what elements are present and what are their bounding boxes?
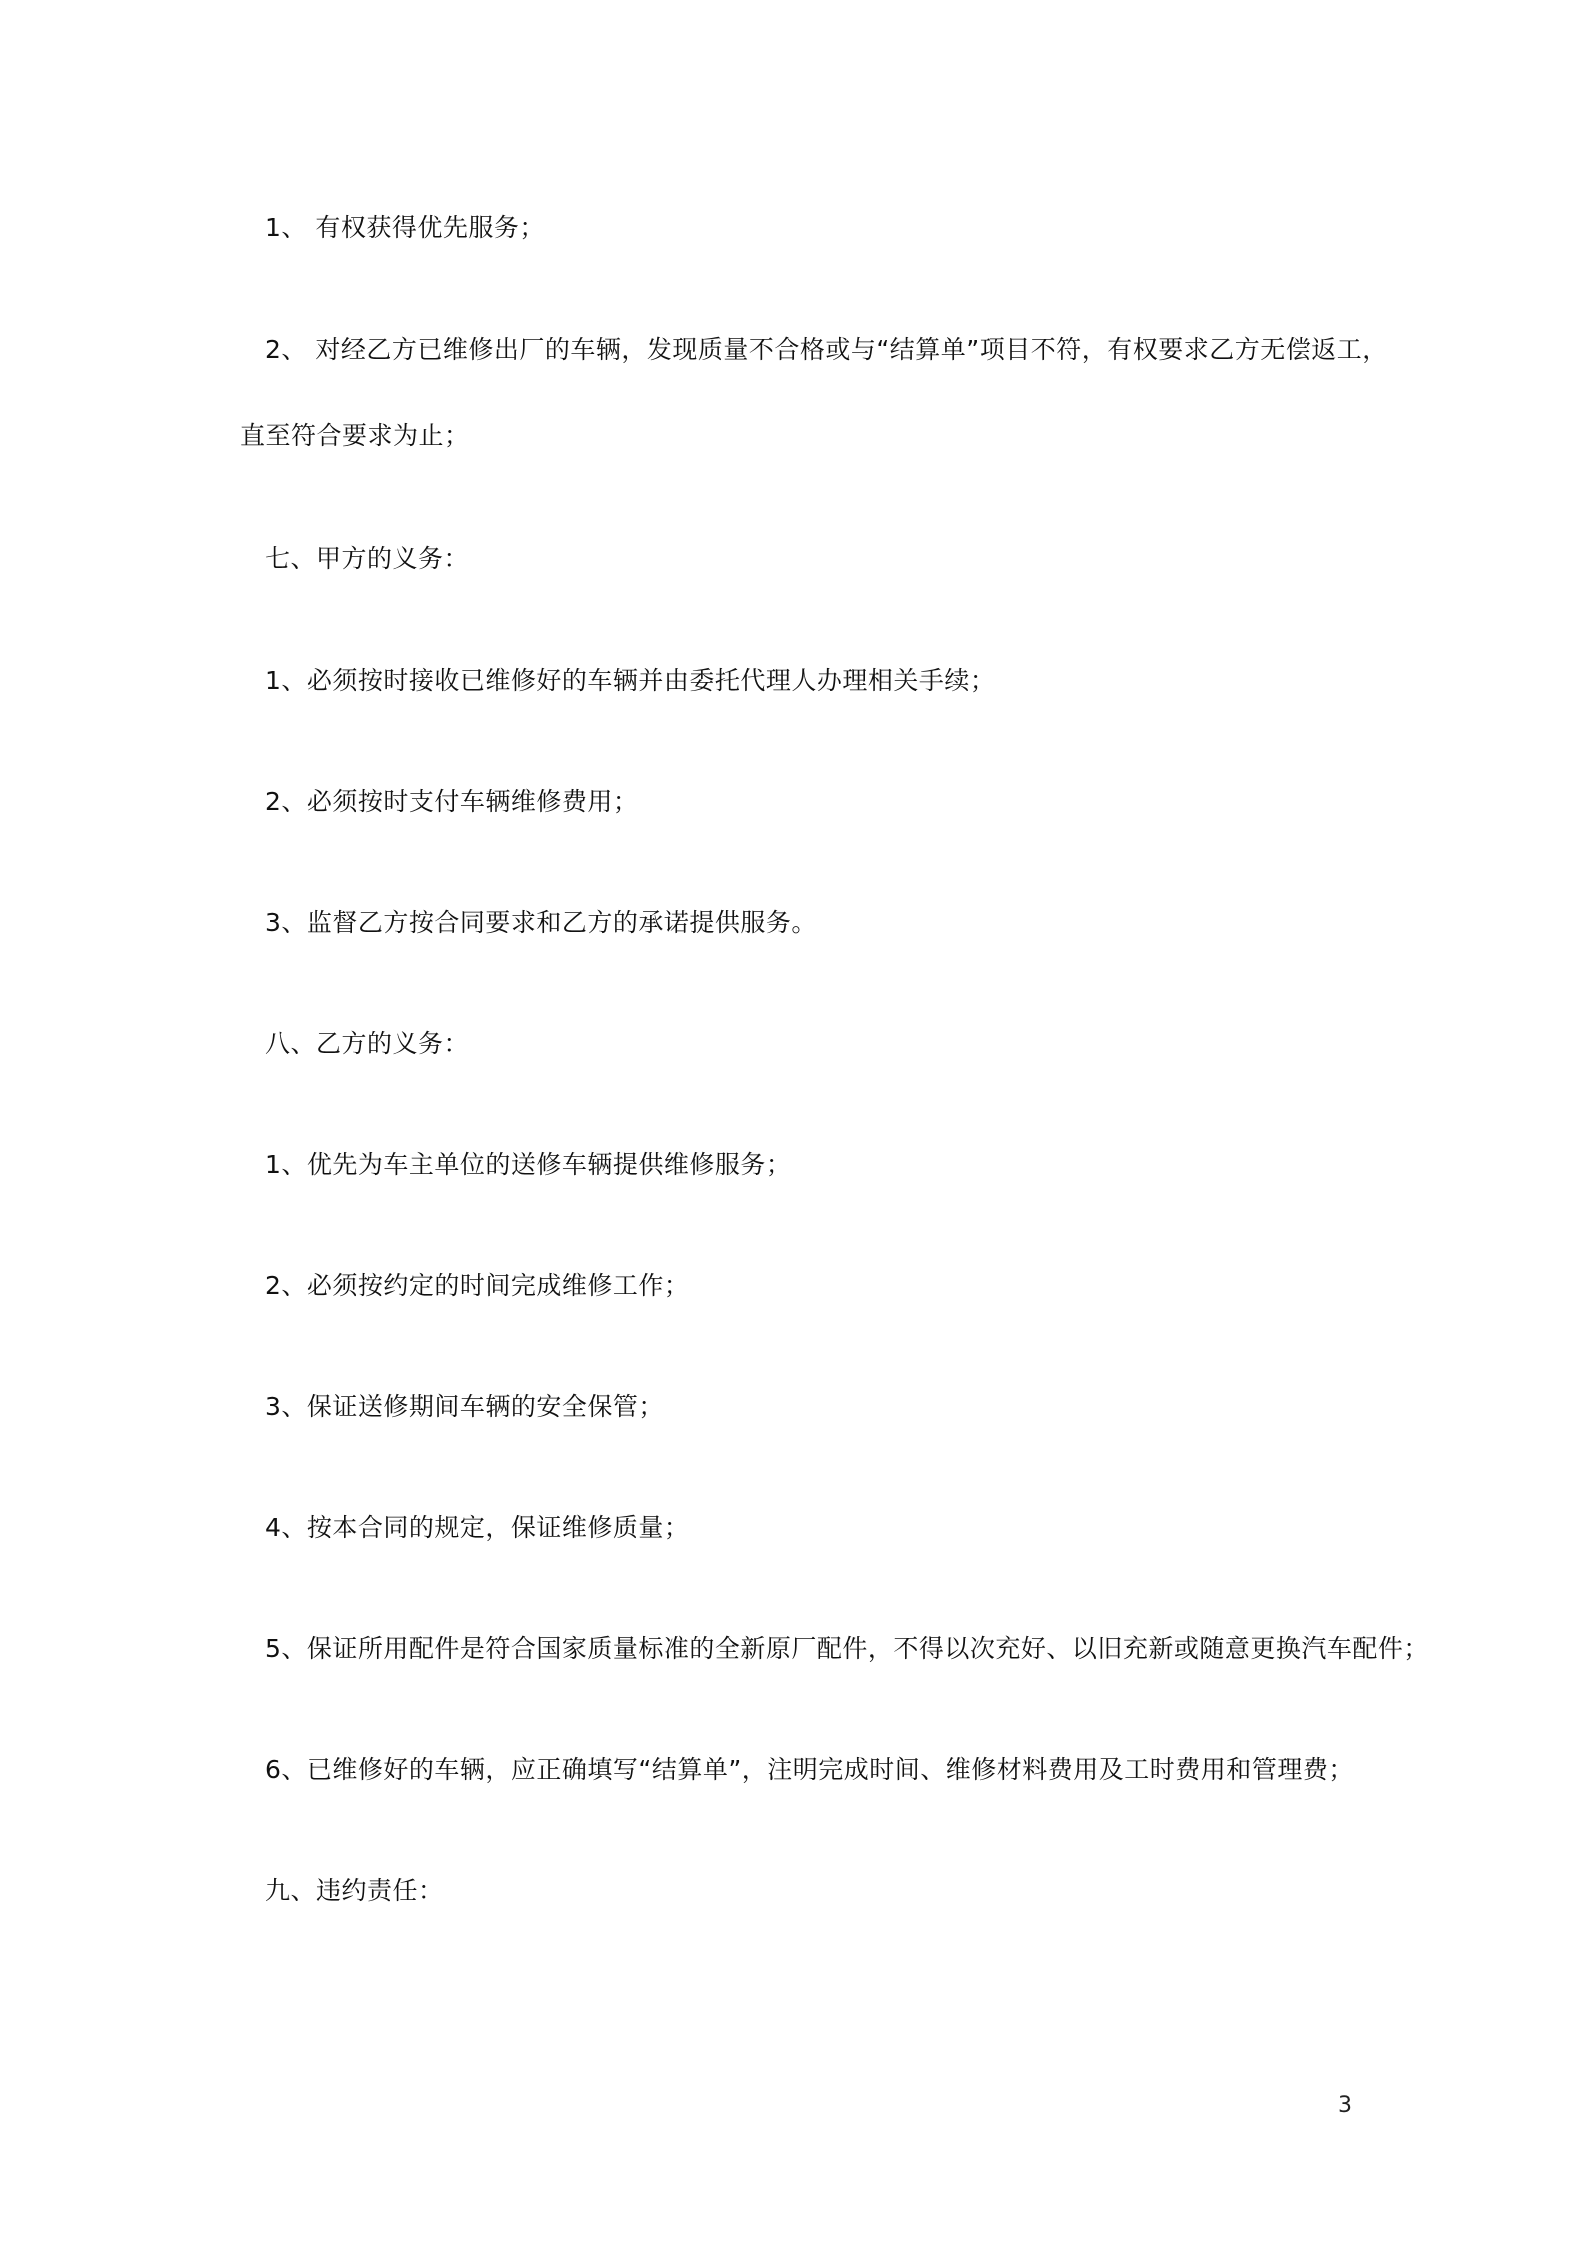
party-a-duty-2: 2、必须按时支付车辆维修费用； [265, 787, 639, 816]
page-number: 3 [1338, 2093, 1352, 2118]
party-a-duty-3: 3、监督乙方按合同要求和乙方的承诺提供服务。 [265, 908, 817, 937]
paragraph-right-1: 1、 有权获得优先服务； [265, 213, 545, 242]
party-b-duty-2: 2、必须按约定的时间完成维修工作； [265, 1271, 690, 1300]
party-b-duty-5: 5、保证所用配件是符合国家质量标准的全新原厂配件，不得以次充好、以旧充新或随意更换汽车配件； [265, 1634, 1429, 1663]
party-a-duty-1: 1、必须按时接收已维修好的车辆并由委托代理人办理相关手续； [265, 666, 996, 695]
paragraph-right-2: 2、 对经乙方已维修出厂的车辆，发现质量不合格或与“结算单”项目不符，有权要求乙方无偿返工， [265, 335, 1388, 364]
party-b-duty-4: 4、按本合同的规定，保证维修质量； [265, 1513, 690, 1542]
section-heading-8: 八、乙方的义务： [265, 1029, 470, 1058]
section-heading-7: 七、甲方的义务： [265, 544, 470, 573]
party-b-duty-6: 6、已维修好的车辆，应正确填写“结算单”，注明完成时间、维修材料费用及工时费用和管理费； [265, 1755, 1354, 1784]
section-heading-9: 九、违约责任： [265, 1876, 444, 1905]
party-b-duty-1: 1、优先为车主单位的送修车辆提供维修服务； [265, 1150, 792, 1179]
party-b-duty-3: 3、保证送修期间车辆的安全保管； [265, 1392, 664, 1421]
paragraph-right-2-continued: 直至符合要求为止； [240, 421, 470, 450]
